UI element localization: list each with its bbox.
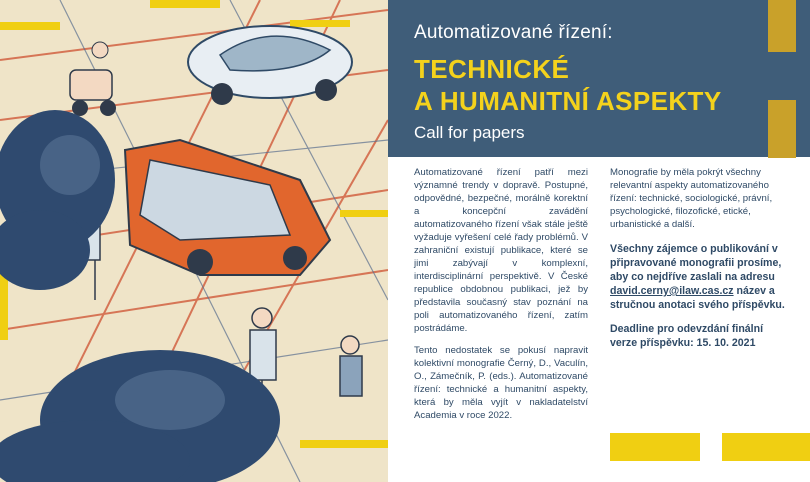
contact-email-link[interactable]: david.cerny@ilaw.cas.cz [610, 285, 734, 297]
street-scene-illustration [0, 0, 388, 482]
text-column-left [414, 166, 588, 431]
cover-illustration [0, 0, 388, 482]
invitation-tail: název a stručnou anotaci svého příspěvku. [610, 285, 785, 311]
invitation-block [610, 242, 790, 312]
yellow-accent-bar-left [610, 433, 700, 461]
header-title-line1: TECHNICKÉ [414, 54, 570, 84]
gold-accent-bar-bottom [768, 100, 796, 158]
yellow-accent-bar-right [722, 433, 810, 461]
gold-accent-bar-top [768, 0, 796, 52]
call-for-papers-label: Call for papers [414, 123, 525, 142]
header-subtitle: Automatizované řízení: [414, 22, 613, 43]
header-banner [388, 0, 810, 157]
invitation-text: Všechny zájemce o publikování v připravované monografii prosíme, aby co nejdříve zaslali na adresu [610, 243, 782, 283]
paragraph-scope: Monografie by měla pokrýt všechny relevantní aspekty automatizovaného řízení: technické, sociologické, právní, psychologické, filozofické, etické, urbanistické a další. [610, 167, 773, 230]
paragraph-monograph: Tento nedostatek se pokusí napravit kolektivní monografie Černý, D., Vaculín, O., Zámečník, P. (eds.). Automatizované řízení: technické a humanitní aspekty, která by měla vyjít v nakladatelství Academia v roce 2022. [414, 345, 588, 421]
deadline-text: Deadline pro odevzdání finální verze příspěvku: 15. 10. 2021 [610, 323, 764, 349]
paragraph-intro: Automatizované řízení patří mezi významné trendy v dopravě. Postupné, odpovědné, bezpečné, morálně korektní a koncepční zavádění automatizovaného řízení však stále ještě vyžaduje vyřešení celé řady problémů. V zahraniční existují publikace, které se jimi zabývají v komplexní, interdisciplinární perspektivě. V České republice obdobnou publikaci, jež by představila současný stav poznání na poli automatizovaného řízení, zatím postrádáme. [414, 167, 588, 334]
text-column-right [610, 166, 790, 350]
header-title-line2: A HUMANITNÍ ASPEKTY [414, 86, 722, 116]
